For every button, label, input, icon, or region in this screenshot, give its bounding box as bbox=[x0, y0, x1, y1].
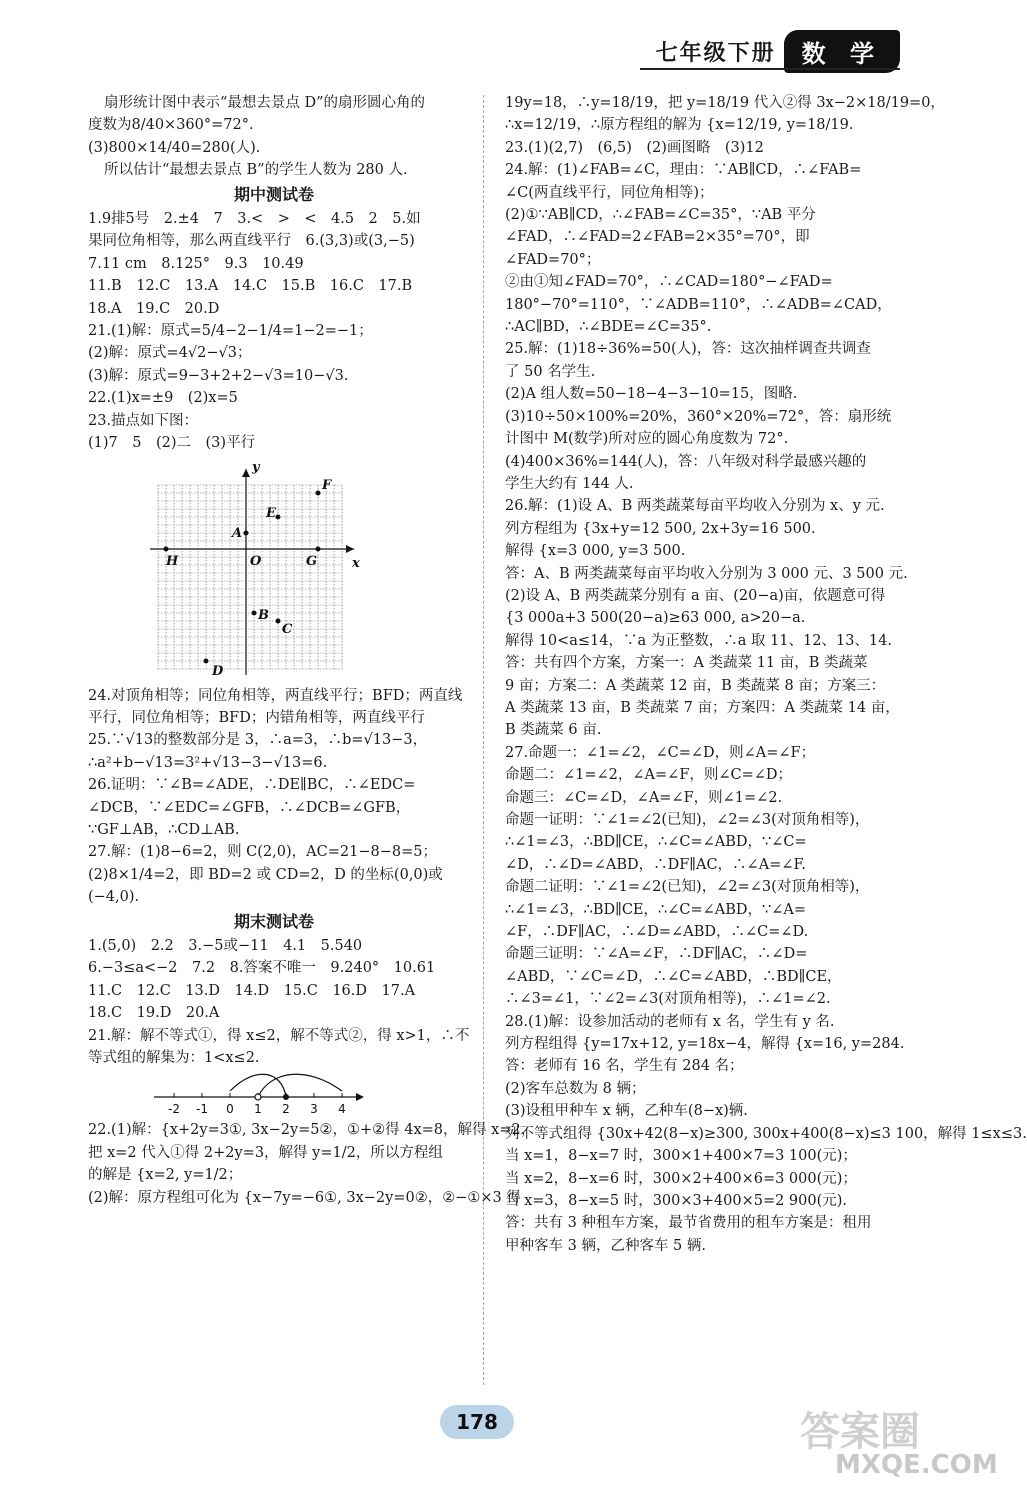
tick-label: -2 bbox=[168, 1102, 180, 1117]
text-line: {3 000a+3 500(20−a)≥63 000, a>20−a. bbox=[505, 610, 806, 627]
text-line: 23.描点如下图： bbox=[88, 412, 199, 429]
text-line: 答：共有 3 种租车方案，最节省费用的租车方案是：租用 bbox=[505, 1215, 872, 1232]
text-line: 21.(1)解：原式=5/4−2−1/4=1−2=−1； bbox=[88, 323, 373, 340]
point-F bbox=[316, 490, 321, 495]
label-E: E bbox=[266, 505, 276, 521]
text-line: B 类蔬菜 6 亩. bbox=[505, 722, 602, 739]
text-line: 命题三：∠C=∠D，∠A=∠F，则∠1=∠2. bbox=[505, 789, 783, 806]
text-line: 命题三证明：∵∠A=∠F，∴DF∥AC，∴∠D= bbox=[505, 946, 808, 963]
text-line: 当 x=1，8−x=7 时，300×1+400×7=3 100(元)； bbox=[505, 1148, 857, 1165]
text-line: 计图中 M(数学)所对应的圆心角度数为 72°. bbox=[505, 431, 789, 448]
tick-label: 0 bbox=[226, 1102, 234, 1117]
text-line: (2)解：原方程组可化为 {x−7y=−6①, 3x−2y=0②，②−①×3 得 bbox=[88, 1189, 521, 1206]
text-line: (4)400×36%=144(人)，答：八年级对科学最感兴趣的 bbox=[505, 453, 867, 470]
text-line: 24.解：(1)∠FAB=∠C，理由：∵AB∥CD，∴∠FAB= bbox=[505, 162, 862, 179]
tick-label: 2 bbox=[282, 1102, 290, 1117]
point-B bbox=[252, 610, 257, 615]
text-line: ∴AC∥BD，∴∠BDE=∠C=35°. bbox=[505, 319, 712, 336]
label-O: O bbox=[250, 553, 262, 569]
text-line: 列方程组得 {y=17x+12, y=18x−4，解得 {x=16, y=284. bbox=[505, 1036, 905, 1053]
text-line: 命题二证明：∵∠1=∠2(已知)，∠2=∠3(对顶角相等)， bbox=[505, 879, 870, 896]
text-line: (1)7 5 (2)二 (3)平行 bbox=[88, 435, 256, 452]
text-line: (3)800×14/40=280(人). bbox=[88, 139, 261, 156]
watermark-logo: 答案圈 bbox=[800, 1409, 920, 1455]
text-line: (3)10÷50×100%=20%，360°×20%=72°，答：扇形统 bbox=[505, 408, 892, 425]
closed-point bbox=[283, 1094, 289, 1100]
label-H: H bbox=[166, 553, 179, 569]
point-C bbox=[276, 618, 281, 623]
right-column bbox=[505, 92, 1027, 1257]
point-G bbox=[316, 546, 321, 551]
label-x: x bbox=[352, 555, 360, 571]
text-line: 解得 {x=3 000, y=3 500. bbox=[505, 543, 686, 560]
text-line: 18.C 19.D 20.A bbox=[88, 1005, 220, 1022]
text-line: 所以估计“最想去景点 B”的学生人数为 280 人. bbox=[104, 162, 408, 179]
text-line: ∴∠1=∠3，∴BD∥CE，∴∠C=∠ABD，∵∠A= bbox=[505, 901, 807, 918]
tick-label: 3 bbox=[310, 1102, 318, 1117]
text-line: 度数为8/40×360°=72°. bbox=[88, 117, 254, 134]
text-line: ∠F，∴DF∥AC，∴∠D=∠ABD，∴∠C=∠D. bbox=[505, 924, 809, 941]
text-line: 18.A 19.C 20.D bbox=[88, 300, 220, 317]
tick-label: -1 bbox=[196, 1102, 208, 1117]
point-A bbox=[244, 530, 249, 535]
section-title-midterm: 期中测试卷 bbox=[233, 184, 314, 204]
text-line: ∠C(两直线平行，同位角相等)； bbox=[505, 184, 714, 201]
text-line: (2)设 A、B 两类蔬菜分别有 a 亩、(20−a)亩，依题意可得 bbox=[505, 587, 886, 604]
subject-badge: 数 学 bbox=[784, 30, 900, 73]
label-A: A bbox=[232, 525, 243, 541]
open-point bbox=[255, 1094, 261, 1100]
text-line: 解得 10<a≤14，∵a 为正整数，∴a 取 11、12、13、14. bbox=[505, 632, 892, 649]
section-title-final: 期末测试卷 bbox=[233, 911, 314, 931]
point-E bbox=[276, 514, 281, 519]
label-F: F bbox=[322, 477, 332, 493]
grade-label: 七年级下册 bbox=[655, 40, 776, 66]
text-line: 28.(1)解：设参加活动的老师有 x 名，学生有 y 名. bbox=[505, 1013, 835, 1030]
text-line: ∴∠1=∠3，∴BD∥CE，∴∠C=∠ABD，∵∠C= bbox=[505, 834, 807, 851]
text-line: 6.−3≤a<−2 7.2 8.答案不唯一 9.240° 10.61 bbox=[88, 960, 436, 977]
text-line: 25.∵√13的整数部分是 3，∴a=3，∴b=√13−3， bbox=[88, 732, 428, 749]
text-line: ∠FAD，∴∠FAD=2∠FAB=2×35°=70°，即 bbox=[505, 229, 810, 246]
text-line: ②由①知∠FAD=70°，∴∠CAD=180°−∠FAD= bbox=[505, 274, 833, 291]
text-line: 11.B 12.C 13.A 14.C 15.B 16.C 17.B bbox=[88, 278, 413, 295]
text-line: (2)解：原式=4√2−√3； bbox=[88, 345, 252, 362]
text-line: 22.(1)解：{x+2y=3①, 3x−2y=5②，①+②得 4x=8，解得 x=2， bbox=[88, 1122, 536, 1139]
label-G: G bbox=[306, 553, 318, 569]
text-line: (2)8×1/4=2，即 BD=2 或 CD=2，D 的坐标(0,0)或 bbox=[88, 866, 443, 883]
text-line: (2)A 组人数=50−18−4−3−10=15，图略. bbox=[505, 386, 798, 403]
label-C: C bbox=[282, 621, 293, 637]
text-line: 甲种客车 3 辆，乙种客车 5 辆. bbox=[505, 1237, 706, 1254]
text-line: 平行，同位角相等；BFD；内错角相等，两直线平行 bbox=[88, 709, 425, 726]
text-line: 把 x=2 代入①得 2+2y=3，解得 y=1/2，所以方程组 bbox=[88, 1144, 443, 1161]
text-line: 26.证明：∵∠B=∠ADE，∴DE∥BC，∴∠EDC= bbox=[88, 777, 416, 794]
text-line: 了 50 名学生. bbox=[505, 363, 596, 380]
tick-label: 4 bbox=[338, 1102, 346, 1117]
text-line: 答：共有四个方案，方案一：A 类蔬菜 11 亩，B 类蔬菜 bbox=[505, 655, 868, 672]
number-line-figure bbox=[88, 1069, 460, 1119]
text-line: (2)客车总数为 8 辆； bbox=[505, 1080, 646, 1097]
text-line: 等式组的解集为：1<x≤2. bbox=[88, 1050, 260, 1066]
page-header bbox=[656, 30, 900, 73]
text-line: A 类蔬菜 13 亩，B 类蔬菜 7 亩；方案四：A 类蔬菜 14 亩， bbox=[505, 699, 900, 716]
text-line: (−4,0). bbox=[88, 889, 140, 906]
text-line: 24.对顶角相等；同位角相等，两直线平行；BFD；两直线 bbox=[88, 687, 463, 704]
text-line: 列方程组为 {3x+y=12 500, 2x+3y=16 500. bbox=[505, 520, 816, 537]
page-number: 178 bbox=[440, 1405, 514, 1439]
text-line: 180°−70°=110°，∵∠ADB=110°，∴∠ADB=∠CAD， bbox=[505, 296, 892, 313]
text-line: 11.C 12.C 13.D 14.D 15.C 16.D 17.A bbox=[88, 982, 416, 999]
label-B: B bbox=[258, 607, 269, 623]
text-line: 当 x=2，8−x=6 时，300×2+400×6=3 000(元)； bbox=[505, 1170, 857, 1187]
text-line: ∴a²+b−√13=3²+√13−3−√13=6. bbox=[88, 754, 328, 771]
text-line: 果同位角相等，那么两直线平行 6.(3,3)或(3,−5) bbox=[88, 233, 415, 250]
text-line: 25.解：(1)18÷36%=50(人)，答：这次抽样调查共调查 bbox=[505, 341, 871, 358]
text-line: 1.9排5号 2.±4 7 3.< > < 4.5 2 5.如 bbox=[88, 211, 421, 228]
header-rule bbox=[640, 68, 900, 70]
text-line: ∠FAD=70°； bbox=[505, 251, 601, 268]
text-line: 23.(1)(2,7) (6,5) (2)画图略 (3)12 bbox=[505, 139, 764, 156]
text-line: 当 x=3，8−x=5 时，300×3+400×5=2 900(元). bbox=[505, 1192, 848, 1209]
point-D bbox=[204, 658, 209, 663]
text-line: 27.命题一：∠1=∠2，∠C=∠D，则∠A=∠F； bbox=[505, 744, 816, 761]
label-y: y bbox=[252, 459, 260, 475]
watermark-url: MXQE.COM bbox=[835, 1450, 998, 1480]
text-line: ∵GF⊥AB，∴CD⊥AB. bbox=[88, 821, 240, 838]
text-line: (3)设租甲种车 x 辆，乙种车(8−x)辆. bbox=[505, 1103, 748, 1120]
text-line: 27.解：(1)8−6=2，则 C(2,0)，AC=21−8−8=5； bbox=[88, 844, 437, 861]
text-line: ∠DCB，∵∠EDC=∠GFB，∴∠DCB=∠GFB， bbox=[88, 799, 411, 816]
text-line: 22.(1)x=±9 (2)x=5 bbox=[88, 390, 238, 407]
text-line: ∠D，∴∠D=∠ABD，∴DF∥AC，∴∠A=∠F. bbox=[505, 856, 806, 873]
text-line: (2)①∵AB∥CD，∴∠FAB=∠C=35°，∵AB 平分 bbox=[505, 207, 816, 224]
text-line: 命题二：∠1=∠2，∠A=∠F，则∠C=∠D； bbox=[505, 767, 793, 784]
text-line: 9 亩；方案二：A 类蔬菜 12 亩，B 类蔬菜 8 亩；方案三： bbox=[505, 677, 886, 694]
label-D: D bbox=[212, 663, 224, 679]
text-line: 扇形统计图中表示“最想去景点 D”的扇形圆心角的 bbox=[104, 95, 426, 111]
text-line: 26.解：(1)设 A、B 两类蔬菜每亩平均收入分别为 x、y 元. bbox=[505, 498, 885, 515]
text-line: 答：A、B 两类蔬菜每亩平均收入分别为 3 000 元、3 500 元. bbox=[505, 565, 908, 582]
text-line: 学生大约有 144 人. bbox=[505, 475, 634, 492]
text-line: 列不等式组得 {30x+42(8−x)≥300, 300x+400(8−x)≤3 100，解得 1≤x≤3. bbox=[505, 1125, 1027, 1142]
text-line: 19y=18，∴y=18/19，把 y=18/19 代入②得 3x−2×18/19=0， bbox=[505, 95, 945, 111]
text-line: ∴x=12/19，∴原方程组的解为 {x=12/19, y=18/19. bbox=[505, 117, 854, 134]
text-line: ∴∠3=∠1，∵∠2=∠3(对顶角相等)，∴∠1=∠2. bbox=[505, 991, 831, 1008]
tick-label: 1 bbox=[254, 1102, 262, 1117]
coordinate-grid-figure bbox=[88, 455, 460, 685]
point-H bbox=[164, 546, 169, 551]
text-line: 21.解：解不等式①，得 x≤2，解不等式②，得 x>1，∴不 bbox=[88, 1027, 470, 1044]
text-line: ∠ABD，∵∠C=∠D，∴∠C=∠ABD，∴BD∥CE， bbox=[505, 968, 842, 985]
text-line: 1.(5,0) 2.2 3.−5或−11 4.1 5.540 bbox=[88, 937, 363, 954]
text-line: 命题一证明：∵∠1=∠2(已知)，∠2=∠3(对顶角相等)， bbox=[505, 812, 870, 828]
text-line: 7.11 cm 8.125° 9.3 10.49 bbox=[88, 255, 304, 272]
text-line: (3)解：原式=9−3+2+2−√3=10−√3. bbox=[88, 367, 349, 384]
text-line: 的解是 {x=2, y=1/2； bbox=[88, 1167, 243, 1184]
left-column bbox=[88, 92, 536, 1209]
text-line: 答：老师有 16 名，学生有 284 名； bbox=[505, 1058, 744, 1075]
